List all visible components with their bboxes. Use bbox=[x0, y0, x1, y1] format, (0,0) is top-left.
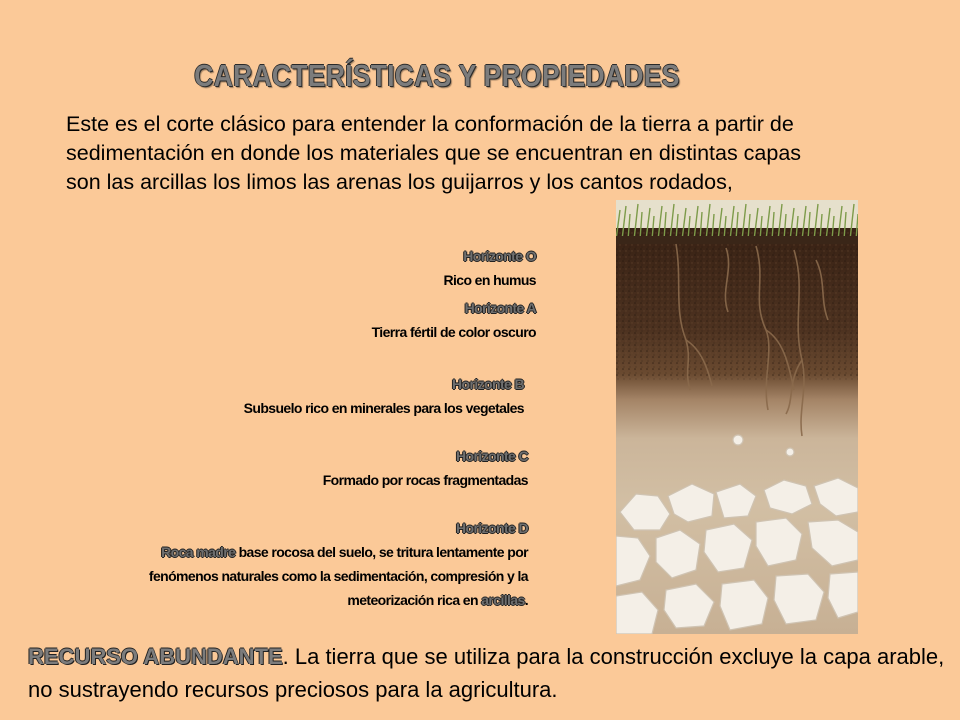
footer-line-2: no sustrayendo recursos preciosos para la agricultura. bbox=[28, 677, 558, 702]
horizon-d bbox=[149, 516, 528, 612]
soil-profile-illustration bbox=[616, 200, 858, 634]
intro-paragraph bbox=[66, 110, 886, 197]
page-title: CARACTERÍSTICAS Y PROPIEDADES bbox=[194, 58, 680, 93]
intro-line-3: son las arcillas los limos las arenas los guijarros y los cantos rodados, bbox=[66, 170, 733, 194]
horizon-o-name: Horizonte O bbox=[463, 248, 536, 264]
horizon-a-name: Horizonte A bbox=[464, 300, 536, 316]
recurso-abundante-heading: RECURSO ABUNDANTE bbox=[28, 644, 283, 669]
horizon-d-desc-line-2: fenómenos naturales como la sedimentación, compresión y la bbox=[148, 568, 528, 584]
horizon-d-name: Horizonte D bbox=[456, 520, 528, 536]
horizon-d-desc-line-3-text: meteorización rica en bbox=[347, 592, 482, 608]
roca-madre-emphasis: Roca madre bbox=[161, 544, 236, 560]
footer-line-1-text: . La tierra que se utiliza para la construcción excluye la capa arable, bbox=[282, 644, 945, 669]
footer-paragraph bbox=[28, 640, 952, 706]
horizon-b-desc: Subsuelo rico en minerales para los vegetales bbox=[243, 400, 524, 416]
horizon-a bbox=[372, 296, 536, 344]
soil-profile-image bbox=[616, 200, 858, 634]
footer-line-1 bbox=[28, 640, 952, 673]
horizon-d-desc-line-1 bbox=[149, 540, 528, 564]
horizon-d-desc-end: . bbox=[524, 592, 528, 608]
grass-layer bbox=[616, 200, 858, 244]
horizon-o-desc: Rico en humus bbox=[443, 272, 536, 288]
horizon-c bbox=[323, 444, 528, 492]
horizon-d-desc-line-1-text: base rocosa del suelo, se tritura lentamente por bbox=[235, 544, 528, 560]
horizon-c-name: Horizonte C bbox=[456, 448, 528, 464]
intro-line-1: Este es el corte clásico para entender la conformación de la tierra a partir de bbox=[66, 112, 794, 136]
horizon-b bbox=[244, 372, 524, 420]
horizon-o bbox=[443, 244, 536, 292]
arcillas-emphasis: arcillas bbox=[481, 592, 525, 608]
horizon-b-name: Horizonte B bbox=[452, 376, 524, 392]
horizon-d-desc-line-3 bbox=[149, 588, 528, 612]
horizon-a-desc: Tierra fértil de color oscuro bbox=[371, 324, 536, 340]
horizon-c-desc: Formado por rocas fragmentadas bbox=[322, 472, 528, 488]
intro-line-2: sedimentación en donde los materiales que se encuentran en distintas capas bbox=[66, 141, 802, 165]
